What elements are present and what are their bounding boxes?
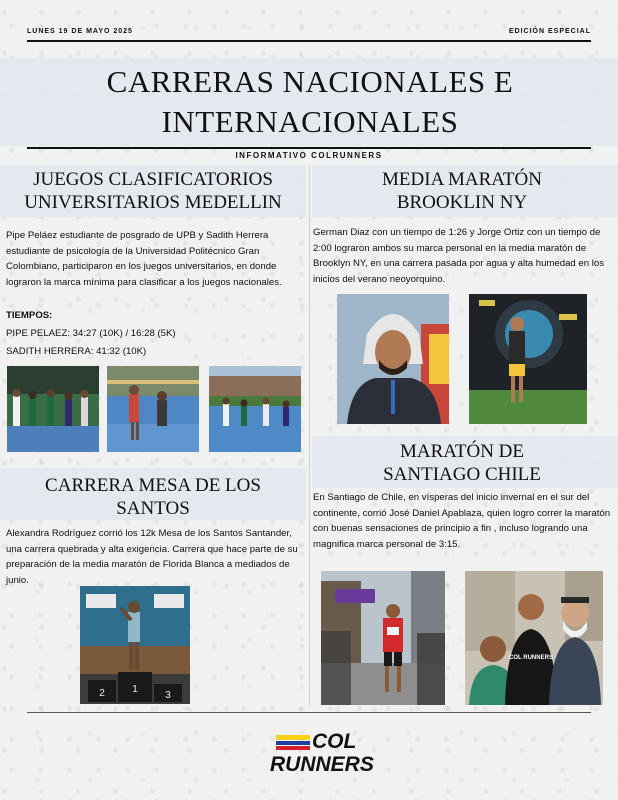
column-divider [309,165,310,705]
issue-date: LUNES 19 DE MAYO 2025 [27,28,133,35]
header-rule-top [27,40,591,42]
logo-stripe-blue [276,741,310,745]
logo-line2: RUNNERS [270,753,374,776]
santiago-title-line1: MARATÓN DE [399,441,525,462]
brooklin-title [312,168,612,214]
brooklin-title-line2: BROOKLIN NY [396,192,528,213]
juegos-photo-3 [209,366,301,452]
footer-rule [27,712,591,713]
page-title-line1: CARRERAS NACIONALES E [106,64,514,99]
header-rule-bottom [27,147,591,149]
santiago-title [312,440,612,486]
juegos-time-1: PIPE PELAEZ: 34:27 (10K) / 16:28 (5K) [6,328,176,339]
santiago-photo-2 [465,571,603,705]
juegos-time-2: SADITH HERRERA: 41:32 (10K) [6,346,147,357]
podium-number-3: 3 [165,690,171,701]
juegos-title-line1: JUEGOS CLASIFICATORIOS [33,169,273,190]
juegos-photo-1 [7,366,99,452]
mesa-text: Alexandra Rodríguez corrió los 12k Mesa de los Santos Santander, una carrera quebrada y alta exigencia. Carrera que hace parte de su preparación de la media maratón de Florida Blanca a mediados de junio. [6,528,298,586]
brooklin-title-line1: MEDIA MARATÓN [382,169,542,190]
juegos-text: Pipe Peláez estudiante de posgrado de UPB y Sadith Herrera estudiante de psicología de la Universidad Politécnico Gran Colombiano, participaron en los juegos universitarios, en donde lograron la marca mínima para clasificar a los juegos nacionales. [6,230,282,288]
mesa-title [5,474,301,520]
santiago-text: En Santiago de Chile, en vísperas del inicio invernal en el sur del continente, corrió José Daniel Apablaza, quien logro correr la maratón con buenas sensaciones de principio a fin , incluso logrando una magnifica marca personal de 3:15. [313,492,611,550]
juegos-title-line2: UNIVERSITARIOS MEDELLIN [24,192,282,213]
santiago-title-line2: SANTIAGO CHILE [383,464,541,485]
logo-line1: COL [312,730,357,753]
page-subtitle: INFORMATIVO COLRUNNERS [235,151,383,160]
page-title [60,62,560,142]
mesa-podium-photo [80,586,190,704]
shirt-text: COL RUNNERS [509,655,553,661]
brooklin-text: German Diaz con un tiempo de 1:26 y Jorge Ortiz con un tiempo de 2:00 lograron ambos su marca personal en la media maratón de Brooklyn NY, en una carrera pasada por agua y alta humedad en los inicios del verano neoyorquino. [313,227,605,285]
podium-number-2: 2 [99,688,105,699]
edition-label: EDICIÓN ESPECIAL [508,28,591,35]
brooklin-photo-1 [337,294,449,424]
mesa-title-line2: SANTOS [116,498,190,519]
mesa-title-line1: CARRERA MESA DE LOS [45,475,261,496]
brooklin-photo-2 [469,294,587,424]
santiago-photo-1 [321,571,445,705]
podium-number-1: 1 [132,684,138,695]
juegos-title [5,168,301,214]
logo-stripe-red [276,746,310,750]
page-title-line2: INTERNACIONALES [161,104,459,139]
logo-stripe-yellow [276,735,310,740]
juegos-times-label: TIEMPOS: [6,310,53,321]
juegos-photo-2 [107,366,199,452]
